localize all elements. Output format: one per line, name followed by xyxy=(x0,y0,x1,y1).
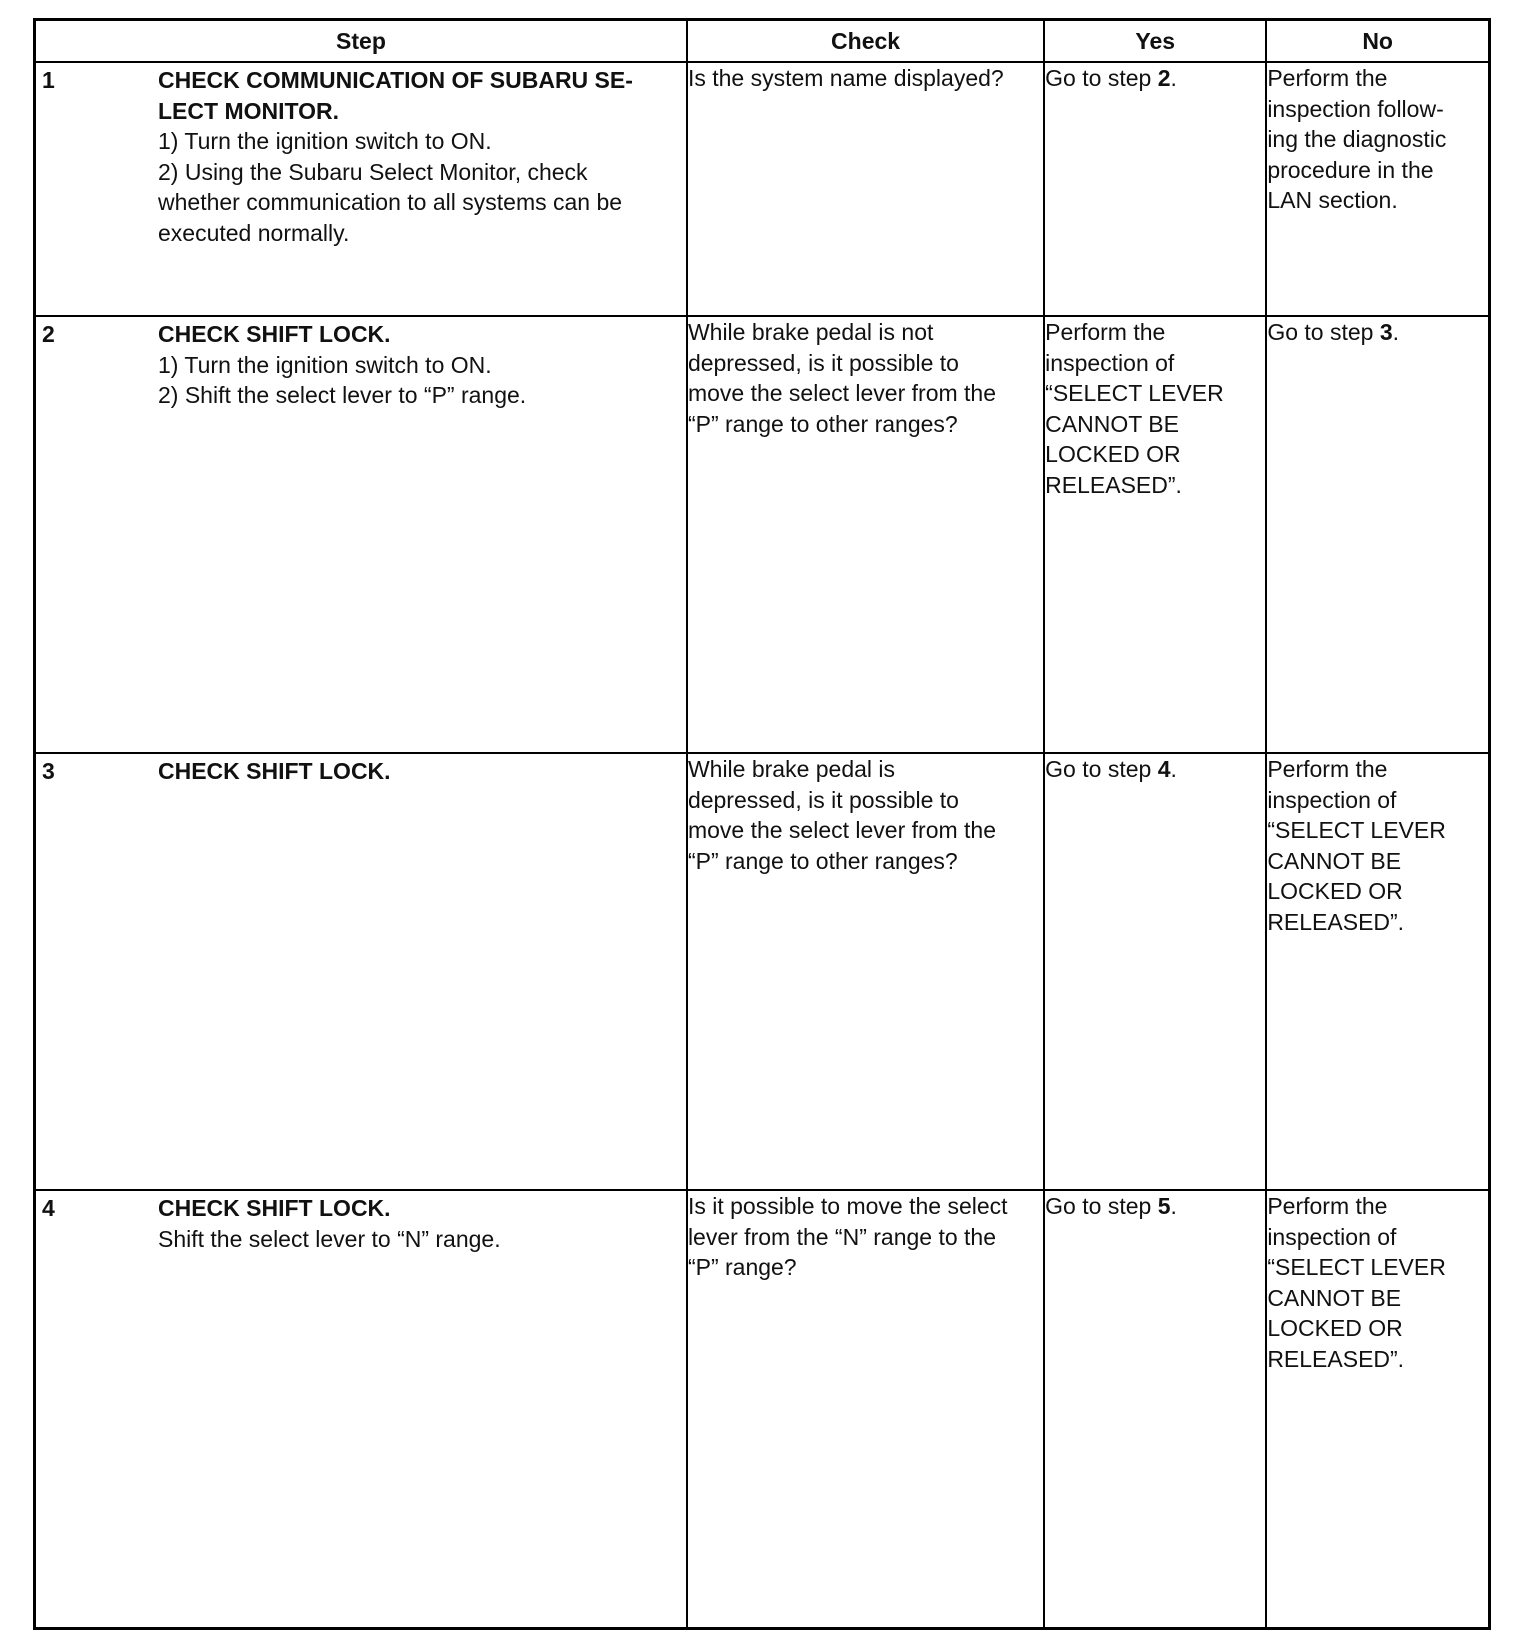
header-check: Check xyxy=(687,20,1044,63)
yes-text: CANNOT BE xyxy=(1045,410,1179,437)
yes-cell xyxy=(1044,316,1266,753)
table-row xyxy=(35,62,1490,316)
step-title: CHECK SHIFT LOCK. xyxy=(158,321,391,347)
no-text: inspection of xyxy=(1267,786,1397,813)
step-instruction: 2) Shift the select lever to “P” range. xyxy=(158,382,527,408)
check-cell xyxy=(687,62,1044,316)
diagnostic-table xyxy=(33,18,1491,1630)
no-text: LAN section. xyxy=(1267,187,1398,213)
step-number: 4 xyxy=(42,1195,55,1221)
step-number: 1 xyxy=(42,67,55,93)
check-cell xyxy=(687,316,1044,753)
no-text: CANNOT BE xyxy=(1267,847,1402,874)
yes-text: “SELECT LEVER xyxy=(1045,380,1224,406)
no-text: inspection follow- xyxy=(1267,95,1444,122)
check-text: Is the system name displayed? xyxy=(687,65,1004,91)
step-instruction: 1) Turn the ignition switch to ON. xyxy=(158,128,492,154)
check-text: move the select lever from the xyxy=(687,380,997,406)
yes-text: Go to step xyxy=(1045,65,1158,91)
yes-cell xyxy=(1044,62,1266,316)
yes-text: Perform the xyxy=(1045,319,1166,345)
no-text: Go to step xyxy=(1267,319,1380,345)
yes-cell xyxy=(1044,1190,1266,1628)
step-cell xyxy=(35,753,687,1190)
no-step-ref: 3 xyxy=(1379,319,1393,345)
check-text: lever from the “N” range to the xyxy=(687,1223,997,1250)
table-row xyxy=(35,1190,1490,1628)
check-text: move the select lever from the xyxy=(687,817,997,843)
no-suffix: . xyxy=(1392,319,1400,345)
step-title: CHECK SHIFT LOCK. xyxy=(158,1195,391,1221)
yes-text: LOCKED OR xyxy=(1045,441,1181,467)
step-instruction: executed normally. xyxy=(158,219,350,246)
check-cell xyxy=(687,753,1044,1190)
step-cell xyxy=(35,1190,687,1628)
no-text: RELEASED”. xyxy=(1267,1345,1405,1372)
step-instruction: 1) Turn the ignition switch to ON. xyxy=(158,351,492,378)
check-cell xyxy=(687,1190,1044,1628)
check-text: “P” range to other ranges? xyxy=(687,410,958,437)
yes-cell xyxy=(1044,753,1266,1190)
step-cell xyxy=(35,316,687,753)
header-step: Step xyxy=(35,20,687,63)
yes-step-ref: 2 xyxy=(1157,65,1171,91)
check-text: “P” range to other ranges? xyxy=(687,847,958,874)
no-text: LOCKED OR xyxy=(1267,1315,1403,1341)
yes-suffix: . xyxy=(1170,756,1177,782)
step-instruction: whether communication to all systems can be xyxy=(158,189,623,215)
header-row xyxy=(35,20,1490,63)
check-text: “P” range? xyxy=(687,1254,797,1280)
no-text: Perform the xyxy=(1267,756,1388,782)
table-row xyxy=(35,316,1490,753)
yes-suffix: . xyxy=(1170,65,1177,91)
check-text: depressed, is it possible to xyxy=(687,349,959,376)
no-text: “SELECT LEVER xyxy=(1267,817,1446,843)
check-text: Is it possible to move the select xyxy=(687,1193,1008,1219)
check-text: depressed, is it possible to xyxy=(687,786,959,813)
yes-text: inspection of xyxy=(1045,349,1175,376)
yes-suffix: . xyxy=(1170,1193,1177,1219)
check-text: While brake pedal is not xyxy=(687,319,934,345)
no-text: procedure in the xyxy=(1267,156,1434,183)
step-title: CHECK SHIFT LOCK. xyxy=(158,758,391,784)
no-text: Perform the xyxy=(1267,1193,1388,1219)
no-cell xyxy=(1266,753,1489,1190)
step-number: 2 xyxy=(42,321,55,347)
no-cell xyxy=(1266,316,1489,753)
no-text: RELEASED”. xyxy=(1267,908,1405,935)
yes-step-ref: 4 xyxy=(1157,756,1171,782)
table-row xyxy=(35,753,1490,1190)
yes-text: Go to step xyxy=(1045,1193,1158,1219)
step-instruction: Shift the select lever to “N” range. xyxy=(158,1225,501,1252)
no-text: CANNOT BE xyxy=(1267,1284,1402,1311)
no-cell xyxy=(1266,62,1489,316)
yes-text: Go to step xyxy=(1045,756,1158,782)
check-text: While brake pedal is xyxy=(687,756,896,782)
no-text: inspection of xyxy=(1267,1223,1397,1250)
yes-step-ref: 5 xyxy=(1157,1193,1171,1219)
no-text: LOCKED OR xyxy=(1267,878,1403,904)
header-no: No xyxy=(1266,20,1489,63)
header-yes: Yes xyxy=(1044,20,1266,63)
step-title: CHECK COMMUNICATION OF SUBARU SE- xyxy=(158,67,633,93)
no-cell xyxy=(1266,1190,1489,1628)
no-text: “SELECT LEVER xyxy=(1267,1254,1446,1280)
step-title: LECT MONITOR. xyxy=(158,97,340,124)
no-text: Perform the xyxy=(1267,65,1388,91)
step-number: 3 xyxy=(42,758,55,784)
no-text: ing the diagnostic xyxy=(1267,126,1447,152)
step-instruction: 2) Using the Subaru Select Monitor, check xyxy=(158,158,588,185)
step-cell xyxy=(35,62,687,316)
yes-text: RELEASED”. xyxy=(1045,471,1182,498)
